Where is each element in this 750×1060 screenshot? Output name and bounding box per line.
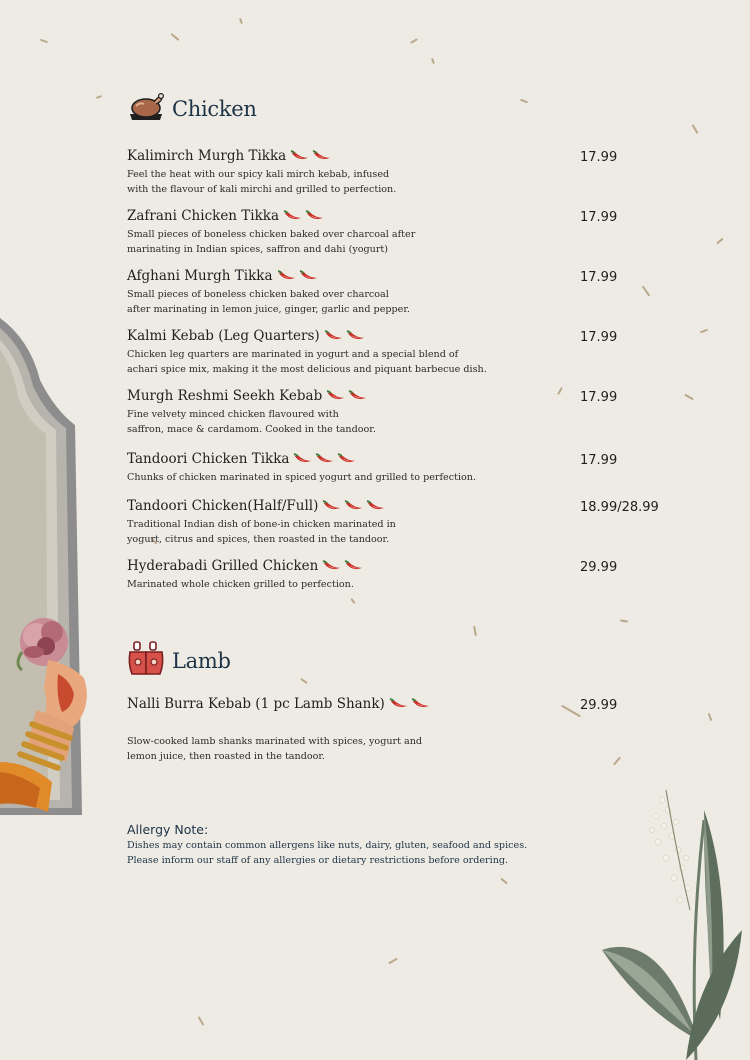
spice-level bbox=[282, 210, 326, 222]
chili-pepper-icon bbox=[289, 150, 310, 162]
item-description bbox=[127, 470, 507, 485]
menu-item bbox=[127, 388, 687, 437]
paper-speck bbox=[239, 18, 243, 24]
paper-speck bbox=[716, 238, 723, 245]
chili-pepper-icon bbox=[282, 210, 303, 222]
spice-level bbox=[289, 150, 333, 162]
item-name: Murgh Reshmi Seekh Kebab bbox=[127, 388, 323, 404]
item-price: 29.99 bbox=[580, 560, 618, 575]
chili-pepper-icon bbox=[304, 210, 325, 222]
item-price: 29.99 bbox=[580, 698, 618, 713]
item-description-line: Slow-cooked lamb shanks marinated with spices, yogurt and bbox=[127, 736, 423, 747]
item-description-line: achari spice mix, making it the most delicious and piquant barbecue dish. bbox=[127, 364, 487, 375]
item-description-line: with the flavour of kali mirchi and grilled to perfection. bbox=[127, 184, 397, 195]
chili-pepper-icon bbox=[343, 560, 364, 572]
item-description bbox=[127, 347, 507, 377]
paper-speck bbox=[431, 58, 435, 64]
paper-speck bbox=[520, 99, 528, 104]
chili-pepper-icon bbox=[325, 390, 346, 402]
item-name: Afghani Murgh Tikka bbox=[127, 268, 273, 284]
allergy-line: Dishes may contain common allergens like nuts, dairy, gluten, seafood and spices. bbox=[127, 840, 528, 851]
chili-pepper-icon bbox=[292, 453, 313, 465]
paper-speck bbox=[500, 878, 507, 885]
menu-item bbox=[127, 208, 687, 257]
paper-speck bbox=[171, 33, 180, 41]
paper-speck bbox=[198, 1016, 205, 1026]
paper-speck bbox=[700, 329, 708, 334]
item-name: Hyderabadi Grilled Chicken bbox=[127, 558, 319, 574]
item-description-line: Chicken leg quarters are marinated in yogurt and a special blend of bbox=[127, 349, 459, 360]
allergy-line: Please inform our staff of any allergies or dietary restrictions before ordering. bbox=[127, 855, 509, 866]
menu-item bbox=[127, 558, 687, 592]
spice-level bbox=[321, 500, 387, 512]
chili-pepper-icon bbox=[347, 390, 368, 402]
item-description-line: saffron, mace & cardamom. Cooked in the tandoor. bbox=[127, 424, 376, 435]
item-name: Nalli Burra Kebab (1 pc Lamb Shank) bbox=[127, 696, 385, 712]
menu-item bbox=[127, 451, 687, 485]
item-price: 17.99 bbox=[580, 453, 618, 468]
item-price: 17.99 bbox=[580, 330, 618, 345]
chili-pepper-icon bbox=[311, 150, 332, 162]
menu-item bbox=[127, 328, 687, 377]
item-price: 17.99 bbox=[580, 270, 618, 285]
chili-pepper-icon bbox=[388, 698, 409, 710]
chili-pepper-icon bbox=[336, 453, 357, 465]
item-price: 17.99 bbox=[580, 210, 618, 225]
item-description-line: Marinated whole chicken grilled to perfection. bbox=[127, 579, 354, 590]
spice-level bbox=[325, 390, 369, 402]
paper-speck bbox=[473, 626, 477, 636]
plant-illustration bbox=[592, 760, 750, 1060]
spice-level bbox=[292, 453, 358, 465]
spice-level bbox=[323, 330, 367, 342]
roast-chicken-icon bbox=[126, 90, 166, 128]
allergy-text bbox=[127, 838, 567, 868]
item-price: 17.99 bbox=[580, 390, 618, 405]
item-description-line: marinating in Indian spices, saffron and dahi (yogurt) bbox=[127, 244, 389, 255]
paper-speck bbox=[708, 713, 713, 721]
item-description-line: Traditional Indian dish of bone-in chicken marinated in bbox=[127, 519, 396, 530]
section-title: Lamb bbox=[172, 649, 231, 673]
chili-pepper-icon bbox=[365, 500, 386, 512]
item-name: Kalmi Kebab (Leg Quarters) bbox=[127, 328, 320, 344]
paper-speck bbox=[96, 95, 102, 99]
paper-speck bbox=[300, 678, 308, 684]
section-title: Chicken bbox=[172, 97, 257, 121]
chili-pepper-icon bbox=[323, 330, 344, 342]
item-description bbox=[127, 227, 507, 257]
item-description-line: Small pieces of boneless chicken baked over charcoal bbox=[127, 289, 389, 300]
item-name: Tandoori Chicken(Half/Full) bbox=[127, 498, 319, 514]
chili-pepper-icon bbox=[314, 453, 335, 465]
allergy-title: Allergy Note: bbox=[127, 822, 209, 837]
section-header-1 bbox=[126, 640, 231, 682]
item-description bbox=[127, 577, 507, 592]
spice-level bbox=[321, 560, 365, 572]
section-header-0 bbox=[126, 90, 257, 128]
item-description-line: Fine velvety minced chicken flavoured with bbox=[127, 409, 339, 420]
item-description bbox=[127, 287, 507, 317]
item-description bbox=[127, 407, 507, 437]
item-name: Zafrani Chicken Tikka bbox=[127, 208, 280, 224]
item-name: Kalimirch Murgh Tikka bbox=[127, 148, 287, 164]
paper-speck bbox=[350, 598, 355, 604]
item-description-line: Small pieces of boneless chicken baked over charcoal after bbox=[127, 229, 416, 240]
allergy-note bbox=[127, 822, 567, 868]
item-description bbox=[127, 167, 507, 197]
item-description-line: yogurt, citrus and spices, then roasted in the tandoor. bbox=[127, 534, 390, 545]
item-description-line: Chunks of chicken marinated in spiced yogurt and grilled to perfection. bbox=[127, 472, 477, 483]
menu-item bbox=[127, 268, 687, 317]
item-description bbox=[127, 517, 507, 547]
item-description bbox=[127, 734, 507, 764]
spice-level bbox=[388, 698, 432, 710]
menu-item bbox=[127, 148, 687, 197]
paper-speck bbox=[620, 619, 628, 622]
chili-pepper-icon bbox=[410, 698, 431, 710]
item-name: Tandoori Chicken Tikka bbox=[127, 451, 290, 467]
chili-pepper-icon bbox=[321, 560, 342, 572]
lamb-meat-icon bbox=[126, 640, 166, 682]
chili-pepper-icon bbox=[298, 270, 319, 282]
paper-speck bbox=[40, 39, 48, 44]
item-description-line: lemon juice, then roasted in the tandoor. bbox=[127, 751, 325, 762]
paper-speck bbox=[388, 958, 398, 965]
item-price: 18.99/28.99 bbox=[580, 500, 659, 515]
chili-pepper-icon bbox=[321, 500, 342, 512]
item-description-line: Feel the heat with our spicy kali mirch kebab, infused bbox=[127, 169, 390, 180]
chili-pepper-icon bbox=[343, 500, 364, 512]
paper-speck bbox=[410, 38, 418, 44]
menu-item bbox=[127, 498, 687, 547]
paper-speck bbox=[692, 124, 699, 134]
chili-pepper-icon bbox=[276, 270, 297, 282]
menu-item bbox=[127, 696, 687, 764]
hand-with-rose-illustration bbox=[0, 612, 100, 822]
item-description-line: after marinating in lemon juice, ginger, garlic and pepper. bbox=[127, 304, 410, 315]
chili-pepper-icon bbox=[345, 330, 366, 342]
spice-level bbox=[276, 270, 320, 282]
item-price: 17.99 bbox=[580, 150, 618, 165]
